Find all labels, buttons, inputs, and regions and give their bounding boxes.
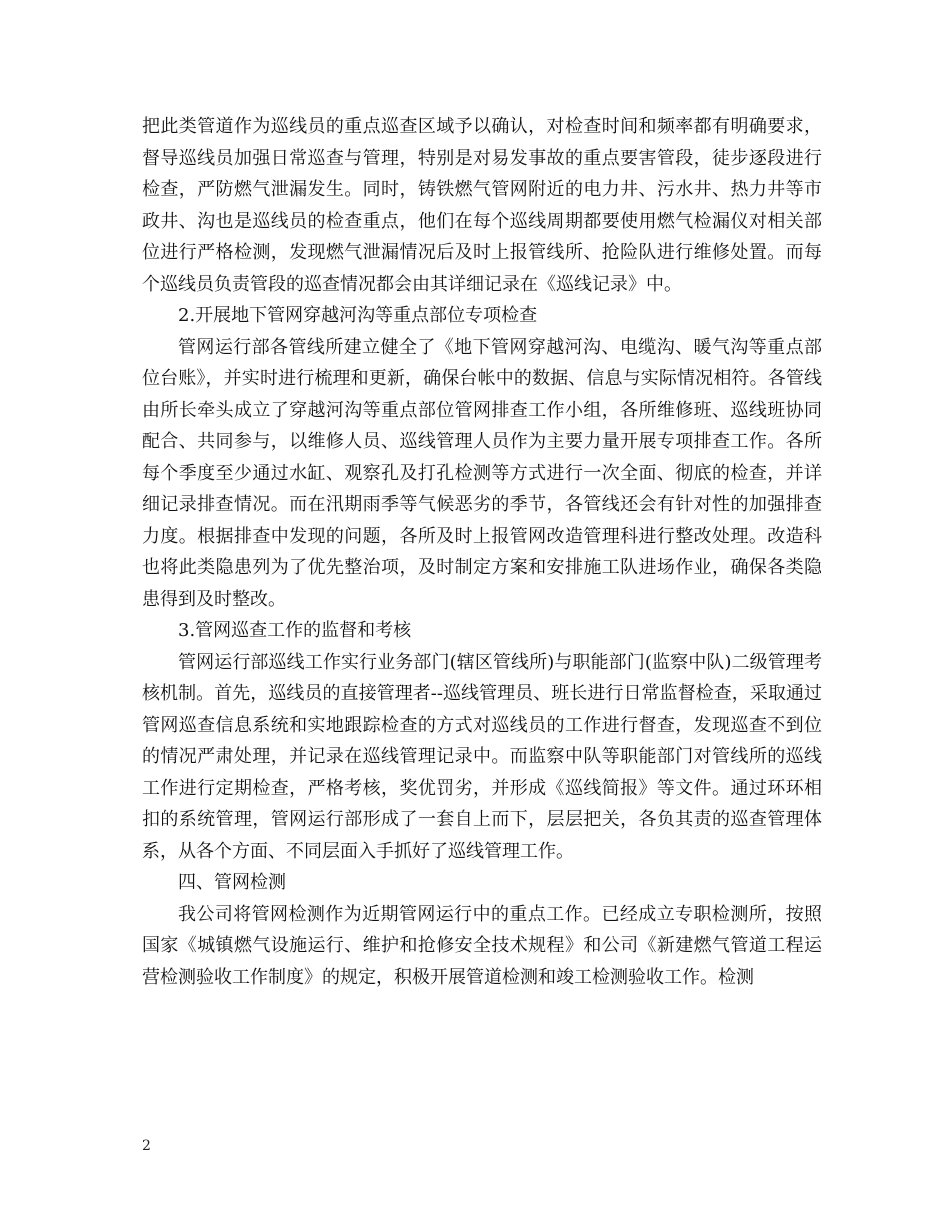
document-body bbox=[142, 111, 822, 993]
section-heading-pipeline-testing: 四、管网检测 bbox=[178, 872, 286, 893]
paragraph-inspection-areas: 把此类管道作为巡线员的重点巡查区域予以确认，对检查时间和频率都有明确要求，督导巡线员加强日常巡查与管理，特别是对易发事故的重点要害管段，徒步逐段进行检查，严防燃气泄漏发生。同时，铸铁燃气管网附近的电力井、污水井、热力井等市政井、沟也是巡线员的检查重点，他们在每个巡线周期都要使用燃气检漏仪对相关部位进行严格检测，发现燃气泄漏情况后及时上报管线所、抢险队进行维修处置。而每个巡线员负责管段的巡查情况都会由其详细记录在《巡线记录》中。 bbox=[142, 116, 822, 295]
section-heading-supervision-assessment: 3.管网巡查工作的监督和考核 bbox=[178, 620, 412, 641]
page-number: 2 bbox=[142, 1138, 151, 1154]
paragraph-supervision-assessment: 管网运行部巡线工作实行业务部门(辖区管线所)与职能部门(监察中队)二级管理考核机制。首先，巡线员的直接管理者--巡线管理员、班长进行日常监督检查，采取通过管网巡查信息系统和实地跟踪检查的方式对巡线员的工作进行督查，发现巡查不到位的情况严肃处理，并记录在巡线管理记录中。而监察中队等职能部门对管线所的巡线工作进行定期检查，严格考核，奖优罚劣，并形成《巡线简报》等文件。通过环环相扣的系统管理，管网运行部形成了一套自上而下，层层把关，各负其责的巡查管理体系，从各个方面、不同层面入手抓好了巡线管理工作。 bbox=[142, 651, 822, 862]
section-heading-river-crossing-inspection: 2.开展地下管网穿越河沟等重点部位专项检查 bbox=[178, 305, 538, 326]
paragraph-river-crossing-inspection: 管网运行部各管线所建立健全了《地下管网穿越河沟、电缆沟、暖气沟等重点部位台账》，并实时进行梳理和更新，确保台帐中的数据、信息与实际情况相符。各管线由所长牵头成立了穿越河沟等重点部位管网排查工作小组，各所维修班、巡线班协同配合、共同参与，以维修人员、巡线管理人员作为主要力量开展专项排查工作。各所每个季度至少通过水缸、观察孔及打孔检测等方式进行一次全面、彻底的检查，并详细记录排查情况。而在汛期雨季等气候恶劣的季节，各管线还会有针对性的加强排查力度。根据排查中发现的问题，各所及时上报管网改造管理科进行整改处理。改造科也将此类隐患列为了优先整治项，及时制定方案和安排施工队进场作业，确保各类隐患得到及时整改。 bbox=[142, 336, 822, 610]
paragraph-pipeline-testing: 我公司将管网检测作为近期管网运行中的重点工作。已经成立专职检测所，按照国家《城镇燃气设施运行、维护和抢修安全技术规程》和公司《新建燃气管道工程运营检测验收工作制度》的规定，积极开展管道检测和竣工检测验收工作。检测 bbox=[142, 903, 822, 988]
